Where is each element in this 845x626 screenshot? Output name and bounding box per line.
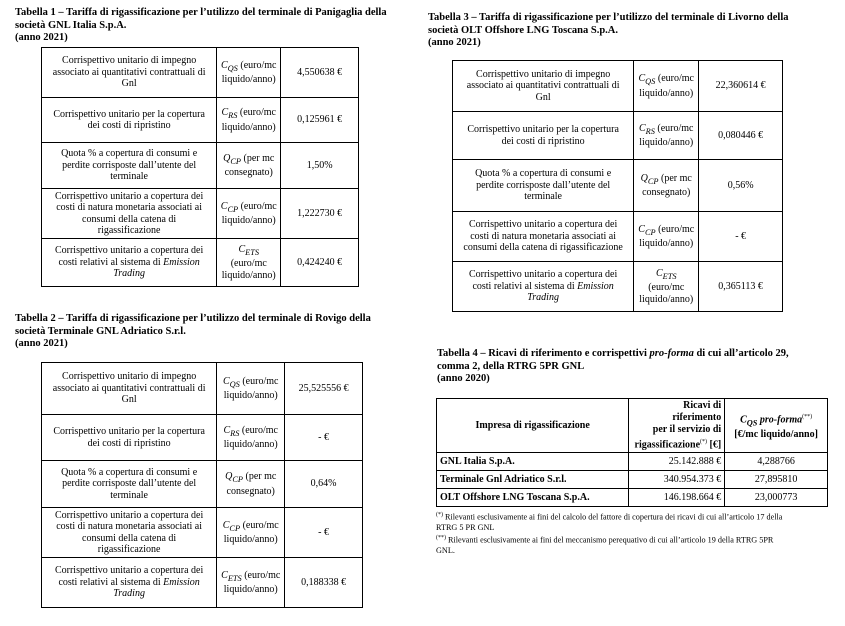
ricavi-cell: 146.198.664 € [629,489,725,507]
description-cell: Corrispettivo unitario a copertura dei costi di natura monetaria associati ai consumi della catena di rigassificazione [42,189,217,239]
header-cqs: $C_{QS}$ pro-forma(**) [€/mc liquido/anno] [725,399,828,453]
table-row [42,363,363,415]
table-2-title [15,313,405,351]
value-cell: 1,50% [281,143,359,189]
impresa-cell: GNL Italia S.p.A. [437,453,629,471]
value-cell: 0,424240 € [281,239,359,287]
table-row [437,453,828,471]
table-4 [436,398,828,507]
table-3-title [428,12,838,50]
table-1 [41,47,359,287]
symbol-cell: $C_{CP}$ (euro/mc liquido/anno) [634,212,699,262]
symbol-cell: $C_{RS}$ (euro/mc liquido/anno) [217,98,281,143]
symbol-cell: $C_{ETS}$ (euro/mc liquido/anno) [217,239,281,287]
cqs-cell: 4,288766 [725,453,828,471]
value-cell: 0,188338 € [285,558,363,608]
table-row [453,212,783,262]
description-cell: Corrispettivo unitario a copertura dei costi relativi al sistema di Emission Trading [42,558,217,608]
title-line: (anno 2021) [428,37,481,48]
table-row [437,471,828,489]
table-row [42,189,359,239]
description-cell: Corrispettivo unitario a copertura dei costi di natura monetaria associati ai consumi della catena di rigassificazione [42,508,217,558]
value-cell: 25,525556 € [285,363,363,415]
value-cell: 0,64% [285,461,363,508]
table-row [42,98,359,143]
table-row [42,143,359,189]
table-row [42,508,363,558]
value-cell: 0,56% [699,160,783,212]
table-row [42,239,359,287]
table-row [453,61,783,112]
symbol-cell: $C_{ETS}$ (euro/mc liquido/anno) [634,262,699,312]
title-line: Tabella 4 – Ricavi di riferimento e corrispettivi pro-forma di cui all’articolo 29, [437,348,789,359]
table-2 [41,362,363,608]
value-cell: - € [285,508,363,558]
table-3 [452,60,783,312]
symbol-cell: $Q_{CP}$ (per mc consegnato) [634,160,699,212]
description-cell: Corrispettivo unitario di impegno associato ai quantitativi contrattuali di Gnl [42,48,217,98]
symbol-cell: $C_{QS}$ (euro/mc liquido/anno) [217,363,285,415]
header-ricavi: Ricavi di riferimento per il servizio di rigassificazione(*) [€] [629,399,725,453]
title-line: Tabella 1 – Tariffa di rigassificazione per l’utilizzo del terminale di Panigaglia della [15,7,387,18]
value-cell: 22,360614 € [699,61,783,112]
description-cell: Quota % a copertura di consumi e perdite corrisposte dall’utente del terminale [42,143,217,189]
table-row [42,558,363,608]
title-line: società OLT Offshore LNG Toscana S.p.A. [428,24,619,36]
symbol-cell: $C_{RS}$ (euro/mc liquido/anno) [217,415,285,461]
title-line: (anno 2020) [437,373,490,384]
description-cell: Corrispettivo unitario di impegno associato ai quantitativi contrattuali di Gnl [42,363,217,415]
ricavi-cell: 25.142.888 € [629,453,725,471]
table-row [42,48,359,98]
symbol-cell: $Q_{CP}$ (per mc consegnato) [217,461,285,508]
description-cell: Quota % a copertura di consumi e perdite corrisposte dall’utente del terminale [453,160,634,212]
symbol-cell: $C_{RS}$ (euro/mc liquido/anno) [634,112,699,160]
description-cell: Quota % a copertura di consumi e perdite corrisposte dall’utente del terminale [42,461,217,508]
title-line: società GNL Italia S.p.A. [15,19,127,31]
table-4-title [437,348,842,386]
ricavi-cell: 340.954.373 € [629,471,725,489]
table-row [42,461,363,508]
value-cell: 0,365113 € [699,262,783,312]
description-cell: Corrispettivo unitario di impegno associato ai quantitativi contrattuali di Gnl [453,61,634,112]
cqs-cell: 27,895810 [725,471,828,489]
title-line: comma 2, della RTRG 5PR GNL [437,360,585,372]
table-header-row [437,399,828,453]
header-impresa: Impresa di rigassificazione [437,399,629,453]
table-1-title [15,7,405,45]
footnote-2: (**) Rilevanti esclusivamente ai fini del meccanismo perequativo di cui all’articolo 19 della RTRG 5PR GNL. [436,535,774,556]
table-row [453,112,783,160]
symbol-cell: $C_{QS}$ (euro/mc liquido/anno) [217,48,281,98]
symbol-cell: $C_{CP}$ (euro/mc liquido/anno) [217,508,285,558]
symbol-cell: $C_{ETS}$ (euro/mc liquido/anno) [217,558,285,608]
description-cell: Corrispettivo unitario per la copertura dei costi di ripristino [453,112,634,160]
description-cell: Corrispettivo unitario a copertura dei costi relativi al sistema di Emission Trading [453,262,634,312]
description-cell: Corrispettivo unitario per la copertura dei costi di ripristino [42,415,217,461]
value-cell: - € [699,212,783,262]
symbol-cell: $C_{QS}$ (euro/mc liquido/anno) [634,61,699,112]
value-cell: 4,550638 € [281,48,359,98]
cqs-cell: 23,000773 [725,489,828,507]
description-cell: Corrispettivo unitario per la copertura dei costi di ripristino [42,98,217,143]
value-cell: 1,222730 € [281,189,359,239]
table-row [437,489,828,507]
value-cell: - € [285,415,363,461]
description-cell: Corrispettivo unitario a copertura dei costi relativi al sistema di Emission Trading [42,239,217,287]
table-row [453,160,783,212]
value-cell: 0,080446 € [699,112,783,160]
title-line: Tabella 3 – Tariffa di rigassificazione per l’utilizzo del terminale di Livorno della [428,12,789,23]
description-cell: Corrispettivo unitario a copertura dei costi di natura monetaria associati ai consumi della catena di rigassificazione [453,212,634,262]
symbol-cell: $Q_{CP}$ (per mc consegnato) [217,143,281,189]
table-row [453,262,783,312]
table-row [42,415,363,461]
table-4-footnotes [436,510,841,556]
symbol-cell: $C_{CP}$ (euro/mc liquido/anno) [217,189,281,239]
impresa-cell: OLT Offshore LNG Toscana S.p.A. [437,489,629,507]
footnote-1: (*) Rilevanti esclusivamente ai fini del calcolo del fattore di copertura dei ricavi di cui all’articolo 17 della RTRG 5 PR GNL [436,512,783,532]
value-cell: 0,125961 € [281,98,359,143]
title-line: (anno 2021) [15,32,68,43]
impresa-cell: Terminale Gnl Adriatico S.r.l. [437,471,629,489]
title-line: società Terminale GNL Adriatico S.r.l. [15,325,186,337]
title-line: (anno 2021) [15,338,68,349]
title-line: Tabella 2 – Tariffa di rigassificazione per l’utilizzo del terminale di Rovigo della [15,313,371,324]
